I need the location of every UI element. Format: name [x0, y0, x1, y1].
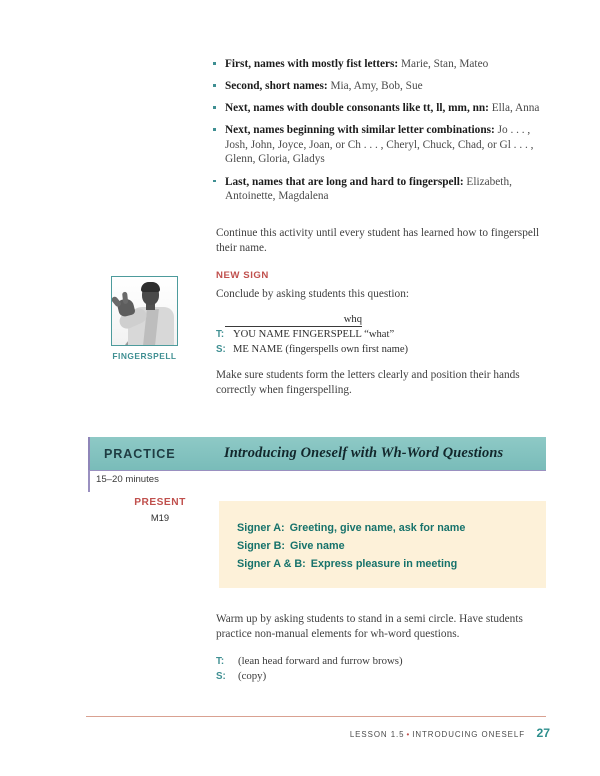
- list-item: [213, 175, 545, 204]
- signer-action: Give name: [290, 540, 345, 552]
- signer-line: [237, 555, 546, 573]
- list-item: [213, 123, 545, 167]
- present-label: PRESENT: [134, 497, 186, 508]
- fingerspell-photo: [111, 276, 178, 346]
- speaker-label-student: S:: [216, 344, 226, 355]
- list-item-rest: Jo . . . , Josh, John, Joyce, Joan, or Ch . . . , Cheryl, Chuck, Chad, or Gl . . . , Glenn, Gloria, Gladys: [225, 124, 534, 166]
- dialog-block: [216, 654, 548, 684]
- signer-action: Greeting, give name, ask for name: [289, 522, 466, 534]
- footer-lesson: LESSON 1.5: [349, 730, 405, 739]
- fingerspell-caption: FINGERSPELL: [112, 351, 177, 361]
- list-item: [213, 79, 545, 94]
- gloss-text: YOU NAME FINGERSPELL “what”: [233, 329, 395, 340]
- gloss-block: [216, 314, 536, 357]
- footer-text: [350, 730, 525, 739]
- new-sign-intro: Conclude by asking students this question:: [216, 288, 409, 300]
- page-number: 27: [536, 726, 550, 740]
- bullet-icon: [213, 84, 216, 87]
- dialog-line: [216, 669, 548, 684]
- gloss-line: [216, 328, 536, 342]
- practice-duration: 15–20 minutes: [96, 474, 159, 485]
- list-item-lead: Second, short names:: [225, 80, 328, 93]
- fingerspell-figure: [111, 276, 178, 361]
- speaker-label-teacher: T:: [216, 329, 225, 340]
- nonmanual-marker: whq: [225, 314, 362, 327]
- bullet-icon: [213, 106, 216, 109]
- footer-rule: [86, 716, 546, 717]
- banner-underline: [88, 470, 546, 471]
- new-sign-closing: Make sure students form the letters clearly and position their hands correctly when fingerspelling.: [216, 369, 520, 397]
- signer-roles-box: [219, 501, 546, 588]
- left-margin-rule: [88, 470, 90, 492]
- signer-line: [237, 519, 546, 537]
- new-sign-heading: NEW SIGN: [216, 270, 269, 281]
- list-item-rest: Marie, Stan, Mateo: [398, 58, 489, 70]
- practice-label: PRACTICE: [104, 446, 176, 461]
- signer-role: Signer B:: [237, 540, 285, 552]
- continue-paragraph: Continue this activity until every student has learned how to fingerspell their name.: [216, 227, 540, 255]
- dialog-text: (lean head forward and furrow brows): [238, 655, 403, 667]
- list-item-lead: Next, names with double consonants like tt, ll, mm, nn:: [225, 102, 489, 115]
- footer-title: INTRODUCING ONESELF: [412, 730, 525, 739]
- practice-banner: [88, 437, 546, 470]
- warm-up-paragraph: Warm up by asking students to stand in a semi circle. Have students practice non-manual elements for wh-word questions.: [216, 613, 523, 641]
- list-item: [213, 101, 545, 116]
- gloss-line: [216, 343, 536, 357]
- bullet-icon: [213, 180, 216, 183]
- list-item-lead: Last, names that are long and hard to fingerspell:: [225, 175, 464, 188]
- footer-separator-icon: •: [406, 730, 411, 739]
- list-item: [213, 57, 545, 72]
- photo-hair: [141, 282, 160, 292]
- speaker-label-student: S:: [216, 671, 226, 682]
- signer-line: [237, 537, 546, 555]
- signer-role: Signer A & B:: [237, 558, 306, 570]
- list-item-rest: Ella, Anna: [488, 102, 540, 115]
- name-category-list: [213, 57, 545, 211]
- gloss-text: ME NAME (fingerspells own first name): [233, 344, 409, 355]
- practice-title: Introducing Oneself with Wh-Word Questions: [224, 445, 504, 461]
- list-item-lead: First, names with mostly fist letters:: [225, 58, 399, 70]
- dialog-text: (copy): [238, 670, 267, 682]
- signer-role: Signer A:: [237, 522, 285, 534]
- signer-action: Express pleasure in meeting: [310, 558, 458, 570]
- bullet-icon: [213, 62, 216, 65]
- speaker-label-teacher: T:: [216, 656, 225, 667]
- list-item-rest: Mia, Amy, Bob, Sue: [327, 80, 423, 93]
- present-code: M19: [150, 512, 170, 523]
- list-item-rest: Elizabeth, Antoinette, Magdalena: [225, 175, 512, 203]
- bullet-icon: [213, 128, 216, 131]
- list-item-lead: Next, names beginning with similar letter combinations:: [225, 124, 495, 137]
- person-photo-illustration: [112, 277, 177, 345]
- dialog-line: [216, 654, 548, 669]
